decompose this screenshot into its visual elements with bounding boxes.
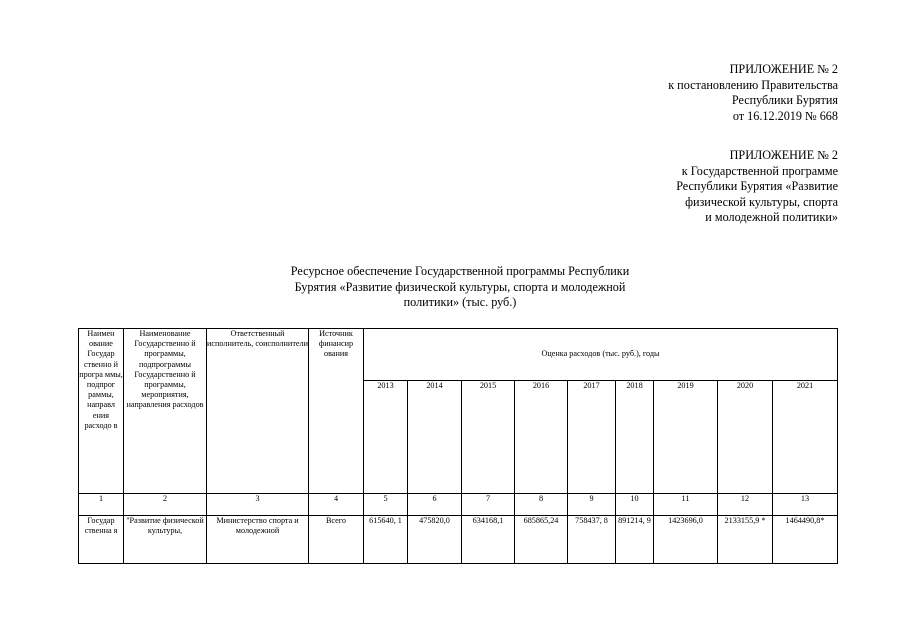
column-number: 9 xyxy=(568,494,616,516)
appendix-line: Республики Бурятия «Развитие xyxy=(676,179,838,194)
title-line: политики» (тыс. руб.) xyxy=(403,295,517,310)
column-number: 6 xyxy=(408,494,462,516)
year-cell: 2021 xyxy=(773,380,838,493)
resource-table xyxy=(78,328,838,564)
appendix-line: Республики Бурятия xyxy=(731,93,838,108)
appendix-line: ПРИЛОЖЕНИЕ № 2 xyxy=(729,148,838,162)
row-value: 1464490,8* xyxy=(773,516,838,564)
appendix-line: от 16.12.2019 № 668 xyxy=(732,108,838,123)
row-value: 891214, 9 xyxy=(616,516,654,564)
appendix-to-program xyxy=(676,148,838,226)
year-cell: 2019 xyxy=(654,380,718,493)
row-value: 2133155,9 * xyxy=(718,516,773,564)
header-estimate: Оценка расходов (тыс. руб.), годы xyxy=(364,329,838,381)
table-row xyxy=(79,516,838,564)
row-value: 758437, 8 xyxy=(568,516,616,564)
column-number: 10 xyxy=(616,494,654,516)
row-executor: Министерство спорта и молодежной xyxy=(207,516,309,564)
row-status: Государ ственна я xyxy=(79,516,124,564)
row-value: 475820,0 xyxy=(408,516,462,564)
row-name: "Развитие физической культуры, xyxy=(124,516,207,564)
column-number: 4 xyxy=(309,494,364,516)
row-value: 615640, 1 xyxy=(364,516,408,564)
row-value: 634168,1 xyxy=(462,516,515,564)
year-cell: 2013 xyxy=(364,380,408,493)
column-number: 8 xyxy=(515,494,568,516)
appendix-to-resolution xyxy=(668,62,838,124)
appendix-line: и молодежной политики» xyxy=(705,210,838,225)
header-row xyxy=(79,329,838,381)
year-cell: 2014 xyxy=(408,380,462,493)
column-number: 5 xyxy=(364,494,408,516)
row-value: 685865,24 xyxy=(515,516,568,564)
appendix-line: физической культуры, спорта xyxy=(685,194,838,209)
header-status: Наимен ование Государ ственно й програ ммы, подпрог раммы, направл ения расходо в xyxy=(79,329,124,494)
row-source: Всего xyxy=(309,516,364,564)
appendix-line: к постановлению Правительства xyxy=(668,77,838,92)
header-executor: Ответственный исполнитель, соисполнители xyxy=(207,329,309,494)
column-number: 1 xyxy=(79,494,124,516)
year-cell: 2016 xyxy=(515,380,568,493)
column-number-row xyxy=(79,494,838,516)
column-number: 3 xyxy=(207,494,309,516)
header-source: Источник финансир ования xyxy=(309,329,364,494)
year-cell: 2015 xyxy=(462,380,515,493)
column-number: 2 xyxy=(124,494,207,516)
document-title xyxy=(200,264,720,311)
column-number: 13 xyxy=(773,494,838,516)
title-line: Бурятия «Развитие физической культуры, спорта и молодежной xyxy=(294,279,626,294)
column-number: 7 xyxy=(462,494,515,516)
year-cell: 2020 xyxy=(718,380,773,493)
column-number: 12 xyxy=(718,494,773,516)
year-cell: 2018 xyxy=(616,380,654,493)
column-number: 11 xyxy=(654,494,718,516)
appendix-line: к Государственной программе xyxy=(681,163,838,178)
appendix-line: ПРИЛОЖЕНИЕ № 2 xyxy=(729,62,838,76)
title-line: Ресурсное обеспечение Государственной программы Республики xyxy=(290,264,630,278)
row-value: 1423696,0 xyxy=(654,516,718,564)
year-cell: 2017 xyxy=(568,380,616,493)
header-name: Наименование Государственно й программы, подпрограммы Государственно й программы, мероприятия, направления расходов xyxy=(124,329,207,494)
